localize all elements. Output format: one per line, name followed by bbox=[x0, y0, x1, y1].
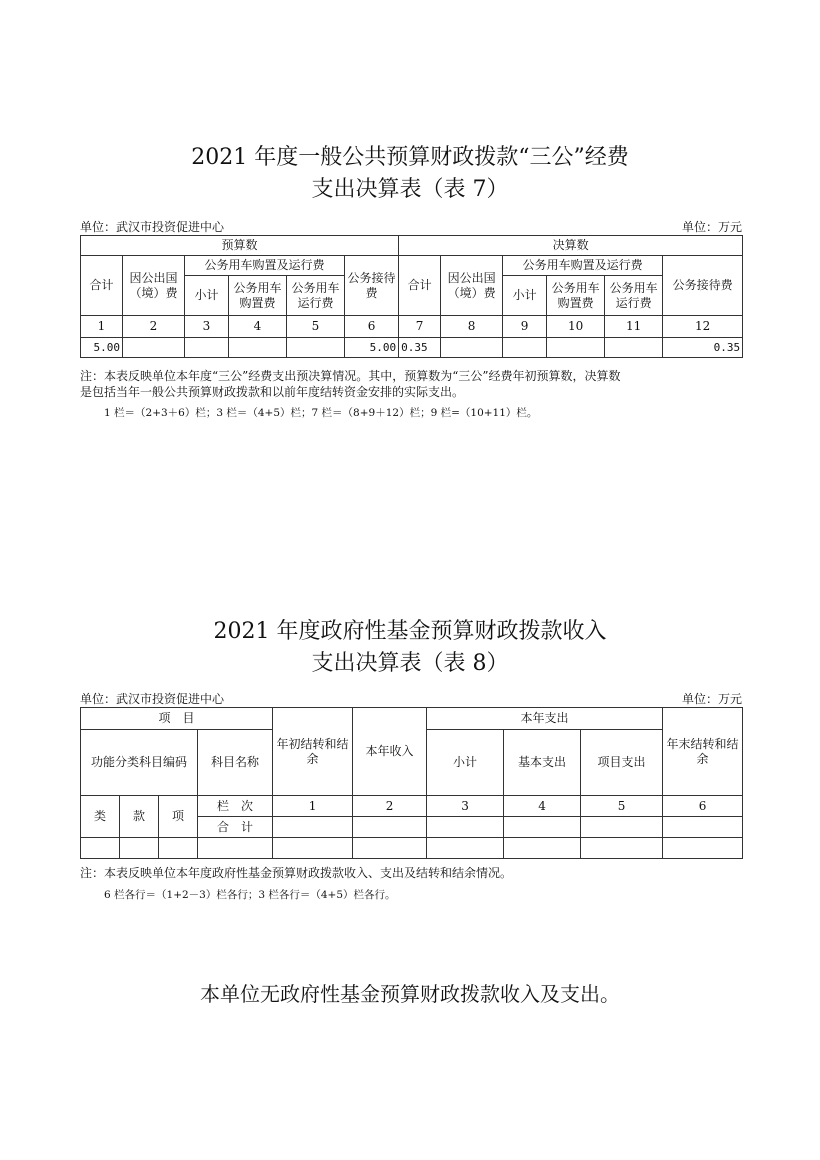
table7-value-cell bbox=[441, 338, 503, 358]
table7-formula: 1 栏＝（2+3＋6）栏；3 栏＝（4+5）栏；7 栏＝（8+9＋12）栏；9 栏=（10+11）栏。 bbox=[104, 407, 538, 419]
table7-header-reception: 公务接待费 bbox=[345, 256, 399, 316]
table8-unit-row bbox=[80, 690, 742, 706]
table7-header-purchase: 公务用车购置费 bbox=[547, 276, 605, 316]
table8-empty-cell bbox=[427, 838, 504, 859]
table7-title-line1: 2021 年度一般公共预算财政拨款“三公”经费 bbox=[191, 145, 629, 170]
table8-empty-cell bbox=[120, 838, 159, 859]
table8 bbox=[80, 707, 743, 859]
table7-note-line2: 是包括当年一般公共预算财政拨款和以前年度结转资金安排的实际支出。 bbox=[80, 385, 465, 399]
table8-sum-cell bbox=[663, 817, 743, 838]
table8-header-item-sub: 项 bbox=[159, 796, 198, 838]
table7-col-number: 11 bbox=[605, 316, 663, 338]
table7-col-number: 6 bbox=[345, 316, 399, 338]
table8-header-class: 类 bbox=[81, 796, 120, 838]
table7-header-running: 公务用车运行费 bbox=[287, 276, 345, 316]
table8-header-subject-name: 科目名称 bbox=[198, 730, 273, 796]
table7-value-cell bbox=[605, 338, 663, 358]
table7-unit-left: 单位：武汉市投资促进中心 bbox=[80, 220, 225, 234]
table8-sum-cell bbox=[273, 817, 353, 838]
table7 bbox=[80, 235, 743, 358]
table8-header-column-order: 栏 次 bbox=[198, 796, 273, 817]
table7-value-cell bbox=[503, 338, 547, 358]
table8-sum-cell bbox=[353, 817, 427, 838]
table8-empty-cell bbox=[663, 838, 743, 859]
table8-col-number: 1 bbox=[273, 796, 353, 817]
table7-header-subtotal: 小计 bbox=[185, 276, 229, 316]
table8-title-line1: 2021 年度政府性基金预算财政拨款收入 bbox=[213, 619, 607, 644]
table8-unit-right: 单位：万元 bbox=[681, 692, 742, 706]
table8-empty-cell bbox=[159, 838, 198, 859]
table7-value-budget-reception: 5.00 bbox=[345, 338, 399, 358]
table8-header-func-code: 功能分类科目编码 bbox=[81, 730, 198, 796]
table7-col-number: 5 bbox=[287, 316, 345, 338]
table8-empty-cell bbox=[198, 838, 273, 859]
table7-col-number: 3 bbox=[185, 316, 229, 338]
table7-col-number: 12 bbox=[663, 316, 743, 338]
table7-value-cell bbox=[123, 338, 185, 358]
table8-header-project: 项目支出 bbox=[581, 730, 663, 796]
table8-empty-cell bbox=[504, 838, 581, 859]
table8-empty-cell bbox=[273, 838, 353, 859]
table8-col-number: 5 bbox=[581, 796, 663, 817]
table7-header-reception: 公务接待费 bbox=[663, 256, 743, 316]
table8-header-end-balance: 年末结转和结余 bbox=[663, 708, 743, 796]
table8-formula: 6 栏各行＝（1+2－3）栏各行；3 栏各行＝（4+5）栏各行。 bbox=[104, 889, 396, 901]
table7-header-subtotal: 小计 bbox=[503, 276, 547, 316]
table7-header-abroad: 因公出国（境）费 bbox=[123, 256, 185, 316]
table8-col-number: 2 bbox=[353, 796, 427, 817]
table7-col-number: 1 bbox=[81, 316, 123, 338]
table7-header-budget: 预算数 bbox=[81, 236, 399, 256]
table8-note: 注：本表反映单位本年度政府性基金预算财政拨款收入、支出及结转和结余情况。 bbox=[80, 866, 513, 880]
table8-header-section: 款 bbox=[120, 796, 159, 838]
table7-note-line1: 注：本表反映单位本年度“三公”经费支出预决算情况。其中，预算数为“三公”经费年初预算数，决算数 bbox=[80, 369, 621, 383]
table8-header-begin-balance: 年初结转和结余 bbox=[273, 708, 353, 796]
table7-header-vehicle: 公务用车购置及运行费 bbox=[185, 256, 345, 276]
table7-unit-row bbox=[80, 218, 742, 234]
table8-header-sum: 合 计 bbox=[198, 817, 273, 838]
table8-col-number: 6 bbox=[663, 796, 743, 817]
table8-col-number: 4 bbox=[504, 796, 581, 817]
table7-header-abroad: 因公出国（境）费 bbox=[441, 256, 503, 316]
table7-col-number: 9 bbox=[503, 316, 547, 338]
table7-col-number: 8 bbox=[441, 316, 503, 338]
table7-header-total: 合计 bbox=[399, 256, 441, 316]
table7-value-cell bbox=[229, 338, 287, 358]
table7-value-final-reception: 0.35 bbox=[663, 338, 743, 358]
table8-header-subtotal: 小计 bbox=[427, 730, 504, 796]
table8-empty-cell bbox=[353, 838, 427, 859]
table7-col-number: 2 bbox=[123, 316, 185, 338]
table7-value-cell bbox=[185, 338, 229, 358]
table8-empty-cell bbox=[81, 838, 120, 859]
table7-col-number: 7 bbox=[399, 316, 441, 338]
table7-value-cell bbox=[547, 338, 605, 358]
table7-header-vehicle: 公务用车购置及运行费 bbox=[503, 256, 663, 276]
table8-header-basic: 基本支出 bbox=[504, 730, 581, 796]
table8-title-line2: 支出决算表（表 8） bbox=[311, 651, 509, 676]
table7-header-purchase: 公务用车购置费 bbox=[229, 276, 287, 316]
table7-header-final: 决算数 bbox=[399, 236, 743, 256]
table7-header-total: 合计 bbox=[81, 256, 123, 316]
table7-col-number: 10 bbox=[547, 316, 605, 338]
table8-header-item: 项 目 bbox=[81, 708, 273, 730]
table8-sum-cell bbox=[581, 817, 663, 838]
table7-unit-right: 单位：万元 bbox=[681, 220, 742, 234]
table8-header-income: 本年收入 bbox=[353, 708, 427, 796]
bottom-statement: 本单位无政府性基金预算财政拨款收入及支出。 bbox=[200, 982, 620, 1006]
table8-empty-cell bbox=[581, 838, 663, 859]
table8-sum-cell bbox=[427, 817, 504, 838]
table7-title-line2: 支出决算表（表 7） bbox=[311, 177, 509, 202]
table7-header-running: 公务用车运行费 bbox=[605, 276, 663, 316]
table8-sum-cell bbox=[504, 817, 581, 838]
table8-unit-left: 单位：武汉市投资促进中心 bbox=[80, 692, 225, 706]
table7-value-final-total: 0.35 bbox=[399, 338, 441, 358]
table8-col-number: 3 bbox=[427, 796, 504, 817]
table7-col-number: 4 bbox=[229, 316, 287, 338]
table7-value-cell bbox=[287, 338, 345, 358]
table8-header-expense: 本年支出 bbox=[427, 708, 663, 730]
table7-value-budget-total: 5.00 bbox=[81, 338, 123, 358]
